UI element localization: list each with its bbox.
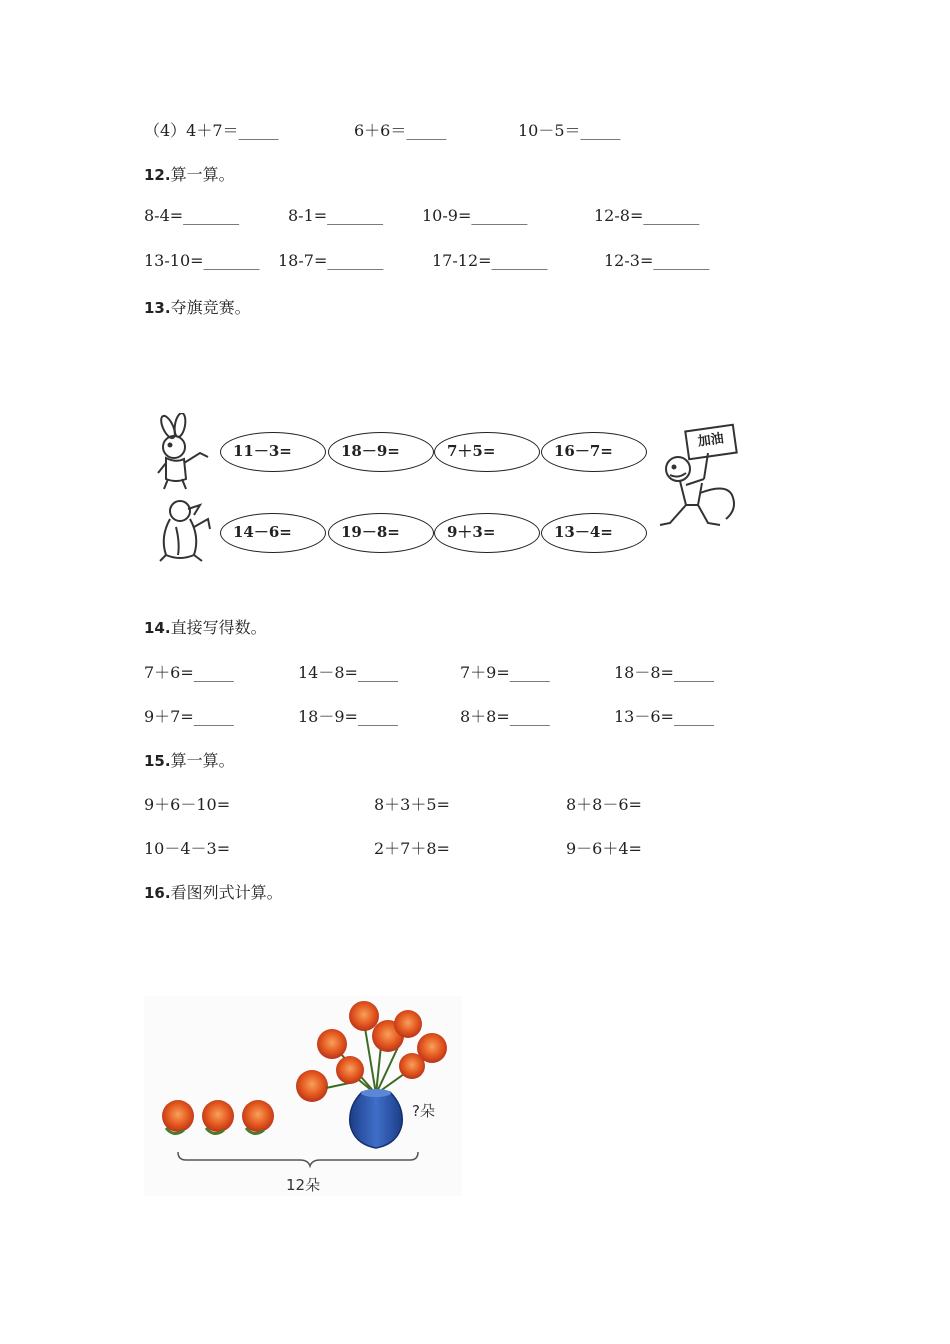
q14-item: 14－8=_____ bbox=[298, 663, 398, 682]
q14-item: 9＋7=_____ bbox=[144, 707, 234, 726]
q12-item: 8-1=_______ bbox=[288, 206, 384, 225]
flower-figure bbox=[144, 996, 462, 1196]
q15-item: 10－4－3= bbox=[144, 839, 231, 858]
q12-item: 10-9=_______ bbox=[422, 206, 528, 225]
q13-number: 13. bbox=[144, 299, 171, 317]
q15-number: 15. bbox=[144, 752, 171, 770]
q14-item: 7＋9=_____ bbox=[460, 663, 550, 682]
race-oval: 7＋5= bbox=[434, 432, 540, 472]
q12-title: 算一算。 bbox=[170, 165, 235, 184]
flag-race-figure bbox=[144, 405, 764, 575]
race-oval: 18－9= bbox=[328, 432, 434, 472]
q15-item: 9＋6－10= bbox=[144, 795, 231, 814]
race-oval: 9＋3= bbox=[434, 513, 540, 553]
q12-item: 8-4=_______ bbox=[144, 206, 240, 225]
q14-item: 7＋6=_____ bbox=[144, 663, 234, 682]
rose-icon bbox=[162, 1100, 194, 1134]
q11-item: 10－5＝_____ bbox=[518, 121, 621, 140]
q16-number: 16. bbox=[144, 884, 171, 902]
cheer-sign-text: 加油 bbox=[696, 431, 725, 450]
q15-title: 算一算。 bbox=[170, 751, 235, 770]
q13-heading bbox=[144, 295, 251, 318]
race-oval: 13－4= bbox=[541, 513, 647, 553]
unknown-count-label: ?朵 bbox=[412, 1102, 435, 1120]
q12-item: 18-7=_______ bbox=[278, 251, 384, 270]
q12-item: 12-3=_______ bbox=[604, 251, 710, 270]
q15-item: 2＋7＋8= bbox=[374, 839, 450, 858]
penguin-icon bbox=[154, 497, 214, 563]
q16-heading bbox=[144, 880, 283, 903]
q11-item: （4）4＋7＝_____ bbox=[144, 121, 279, 140]
q12-item: 12-8=_______ bbox=[594, 206, 700, 225]
monkey-icon bbox=[656, 423, 756, 533]
flowers-illustration bbox=[144, 996, 462, 1196]
q14-number: 14. bbox=[144, 619, 171, 637]
race-oval: 19－8= bbox=[328, 513, 434, 553]
q12-number: 12. bbox=[144, 166, 171, 184]
rose-icon bbox=[242, 1100, 274, 1134]
q14-heading bbox=[144, 615, 267, 638]
monkey-with-sign bbox=[656, 423, 756, 533]
q14-item: 18－9=_____ bbox=[298, 707, 398, 726]
race-oval: 14－6= bbox=[220, 513, 326, 553]
q14-item: 13－6=_____ bbox=[614, 707, 714, 726]
q12-item: 13-10=_______ bbox=[144, 251, 260, 270]
q14-item: 18－8=_____ bbox=[614, 663, 714, 682]
race-oval: 16－7= bbox=[541, 432, 647, 472]
q15-item: 8＋8－6= bbox=[566, 795, 642, 814]
rose-icon bbox=[202, 1100, 234, 1134]
q15-heading bbox=[144, 748, 235, 771]
q13-title: 夺旗竞赛。 bbox=[170, 298, 251, 317]
q14-title: 直接写得数。 bbox=[170, 618, 267, 637]
race-oval: 11－3= bbox=[220, 432, 326, 472]
q12-item: 17-12=_______ bbox=[432, 251, 548, 270]
q15-item: 8＋3＋5= bbox=[374, 795, 450, 814]
q11-item: 6＋6＝_____ bbox=[354, 121, 447, 140]
rabbit-icon bbox=[148, 413, 218, 491]
q14-item: 8＋8=_____ bbox=[460, 707, 550, 726]
q12-heading bbox=[144, 162, 235, 185]
q16-title: 看图列式计算。 bbox=[170, 883, 283, 902]
total-count-label: 12朵 bbox=[286, 1176, 321, 1194]
q15-item: 9－6＋4= bbox=[566, 839, 642, 858]
